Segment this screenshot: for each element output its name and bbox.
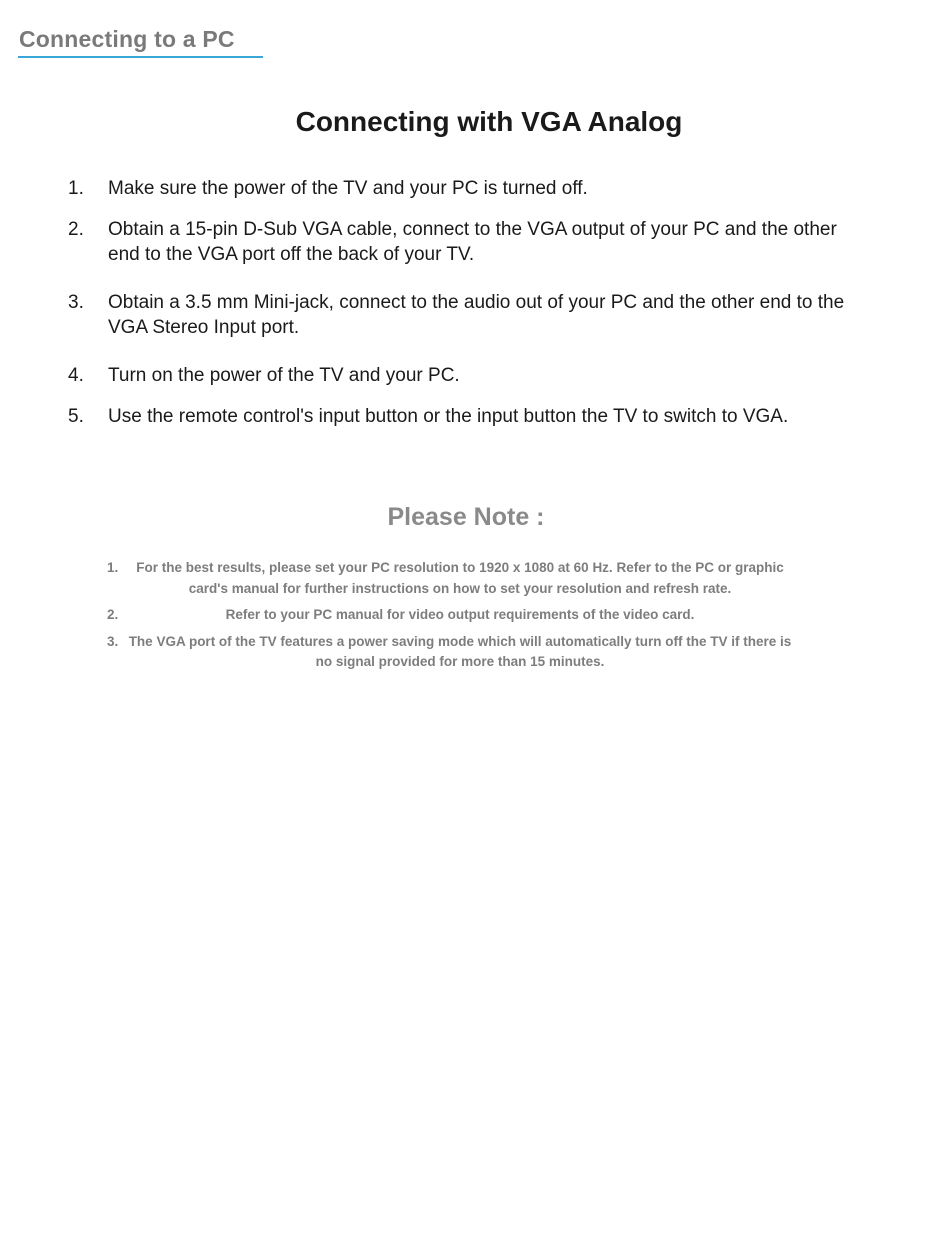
step-text: Make sure the power of the TV and your PC is turned off. xyxy=(108,178,588,199)
note-title: Please Note : xyxy=(387,503,545,531)
step-number: 2. xyxy=(68,219,84,240)
step-number: 5. xyxy=(68,406,84,427)
section-title-underline xyxy=(18,56,263,58)
note-item-1 xyxy=(100,558,800,599)
section-title: Connecting to a PC xyxy=(19,26,235,52)
step-item-3 xyxy=(68,290,868,340)
step-text: Use the remote control's input button or the input button the TV to switch to VGA. xyxy=(108,406,789,427)
step-number: 3. xyxy=(68,292,84,313)
note-number: 1. xyxy=(107,560,119,575)
notes-list xyxy=(100,558,800,673)
step-text: Obtain a 15-pin D-Sub VGA cable, connect to the VGA output of your PC and the other end to the VGA port off the back of your TV. xyxy=(108,219,837,265)
note-number: 3. xyxy=(107,633,119,649)
note-number: 2. xyxy=(107,607,119,622)
step-item-4 xyxy=(68,363,868,388)
step-text: Turn on the power of the TV and your PC. xyxy=(108,365,460,386)
note-text: For the best results, please set your PC resolution to 1920 x 1080 at 60 Hz. Refer to the PC or graphic card's manual for further instructions on how to set your resolution and refresh rate. xyxy=(136,560,784,596)
note-item-2 xyxy=(100,605,800,626)
step-text: Obtain a 3.5 mm Mini-jack, connect to the audio out of your PC and the other end to the VGA Stereo Input port. xyxy=(108,292,845,338)
step-item-5 xyxy=(68,404,868,429)
step-number: 4. xyxy=(68,365,84,386)
steps-list xyxy=(68,176,868,429)
step-item-1 xyxy=(68,176,868,201)
page-title: Connecting with VGA Analog xyxy=(295,106,683,137)
note-text: The VGA port of the TV features a power saving mode which will automatically turn off the TV if there is no signal provided for more than 15 minutes. xyxy=(128,633,792,669)
note-text: Refer to your PC manual for video output requirements of the video card. xyxy=(225,607,695,622)
step-item-2 xyxy=(68,217,868,267)
note-item-3 xyxy=(100,632,800,673)
step-number: 1. xyxy=(68,178,84,199)
